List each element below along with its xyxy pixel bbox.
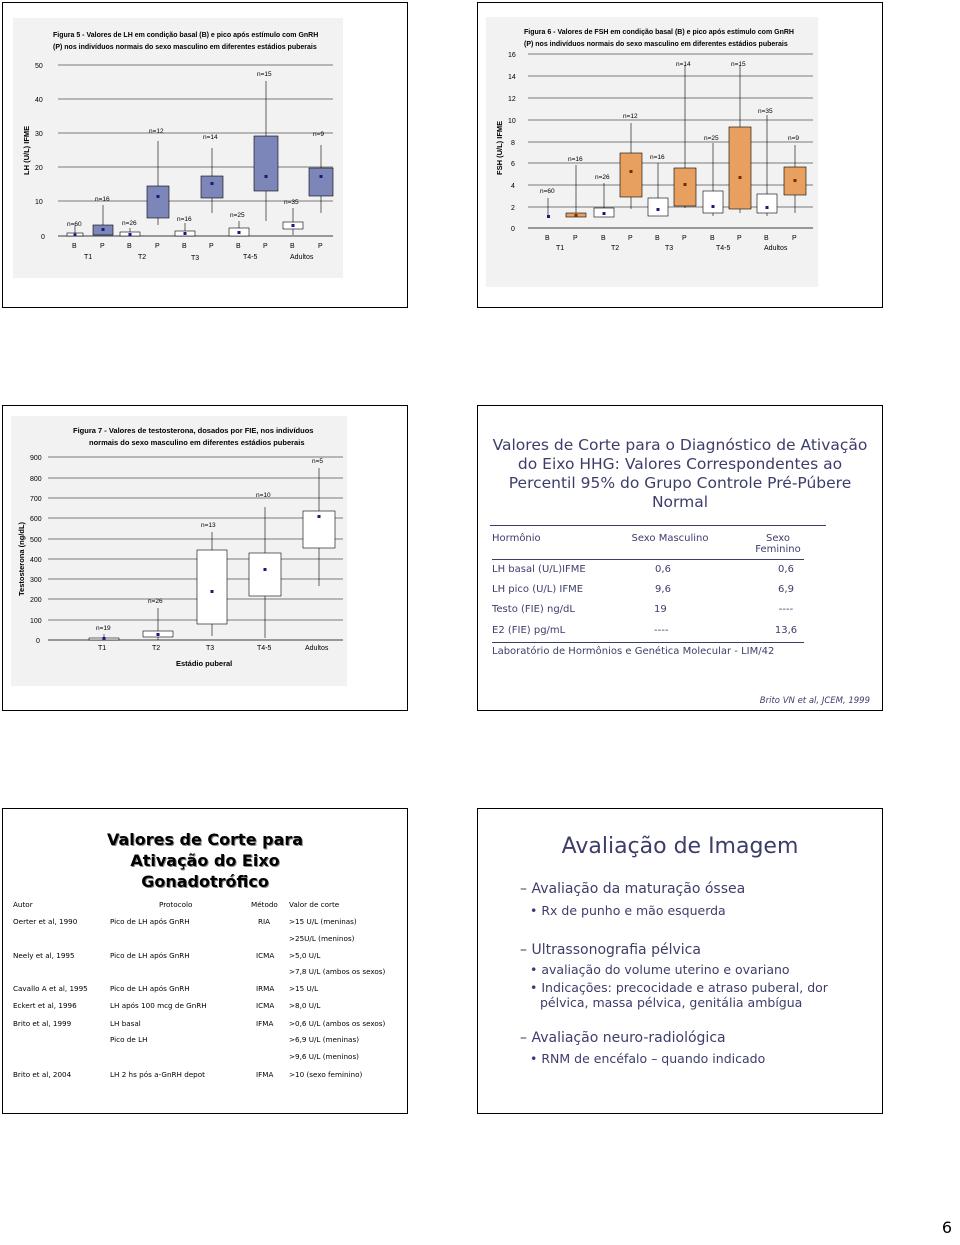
fig5-ytick: 50 bbox=[35, 63, 43, 70]
fig5-group-label: T2 bbox=[138, 254, 147, 261]
fig6-ylabel: FSH (U/L) IFME bbox=[495, 120, 504, 175]
cutoff-row-masc: 9,6 bbox=[655, 584, 671, 595]
imagem-bullet-1a: • Rx de punho e mão esquerda bbox=[530, 903, 726, 918]
gona-header-cutoff: Valor de corte bbox=[289, 900, 340, 909]
fig7-n-label: n=26 bbox=[148, 598, 163, 605]
fig6-ytick: 12 bbox=[508, 96, 516, 103]
fig6-median-t45-b bbox=[712, 205, 715, 208]
fig5-n-label: n=16 bbox=[177, 216, 192, 223]
fig6-n-label: n=16 bbox=[650, 154, 665, 161]
fig6-median-t1-b bbox=[547, 215, 550, 218]
slide-fig7-testosterone bbox=[2, 405, 408, 711]
slide-imaging bbox=[477, 808, 883, 1114]
fig7-group-label: T1 bbox=[98, 645, 107, 652]
fig5-ylabel: LH (U/L) IFME bbox=[22, 125, 31, 175]
gona-cell-method: IRMA bbox=[256, 984, 275, 993]
fig7-median-t1 bbox=[103, 637, 106, 640]
fig5-median-t1-p bbox=[102, 228, 105, 231]
fig7-n-label: n=19 bbox=[96, 625, 111, 632]
gona-cell-method: IFMA bbox=[256, 1070, 274, 1079]
gona-cell-value: >8,0 U/L bbox=[289, 1001, 321, 1010]
fig6-ytick: 2 bbox=[511, 205, 515, 212]
cutoff-row-fem: 13,6 bbox=[774, 625, 798, 636]
gona-cell-protocol: LH 2 hs pós a-GnRH depot bbox=[110, 1070, 205, 1079]
fig6-box-t45-b bbox=[703, 191, 723, 213]
imagem-bullet-1: – Avaliação da maturação óssea bbox=[520, 881, 746, 897]
fig6-median-t3-b bbox=[657, 208, 660, 211]
fig7-caption-1: Figura 7 - Valores de testosterona, dosados por FIE, nos indivíduos bbox=[73, 426, 314, 435]
fig6-median-adult-p bbox=[794, 179, 797, 182]
cutoff-col-feminine: Sexo Feminino bbox=[755, 533, 801, 555]
fig5-median-t3-b bbox=[184, 232, 187, 235]
cutoff-title: Valores de Corte para o Diagnóstico de Ativação do Eixo HHG: Valores Correspondentes ao Percentil 95% do Grupo Controle Pré-Púbere Normal bbox=[492, 436, 868, 511]
fig7-ytick: 400 bbox=[30, 557, 42, 564]
fig7-group-label: T4-5 bbox=[257, 645, 272, 652]
fig5-box-t3-p bbox=[201, 176, 223, 198]
fig6-group-label: T4-5 bbox=[716, 245, 731, 252]
fig7-group-label: T2 bbox=[152, 645, 161, 652]
fig7-group-label: Adultos bbox=[305, 645, 329, 652]
fig5-n-label: n=26 bbox=[122, 220, 137, 227]
fig5-group-label: Adultos bbox=[290, 254, 314, 261]
fig7-ytick: 700 bbox=[30, 496, 42, 503]
fig6-bp-label: P bbox=[573, 235, 578, 242]
gona-cell-protocol: LH após 100 mcg de GnRH bbox=[110, 1001, 207, 1010]
fig6-bp-label: B bbox=[710, 235, 715, 242]
fig5-bp-label: P bbox=[318, 243, 323, 250]
fig6-caption-1: Figura 6 - Valores de FSH em condição basal (B) e pico após estímulo com GnRH bbox=[524, 29, 794, 36]
fig5-n-label: n=14 bbox=[203, 134, 218, 141]
gona-cell-value: >15 U/L bbox=[289, 984, 319, 993]
fig6-group-label: T3 bbox=[665, 245, 674, 252]
fig5-bp-label: P bbox=[100, 243, 105, 250]
fig6-group-label: Adultos bbox=[764, 245, 788, 252]
fig5-ytick: 30 bbox=[35, 131, 43, 138]
fig5-box-t2-p bbox=[147, 186, 169, 218]
gona-cell-value: >10 (sexo feminino) bbox=[289, 1070, 363, 1079]
fig7-n-label: n=10 bbox=[256, 492, 271, 499]
imagem-title: Avaliação de Imagem bbox=[561, 834, 799, 859]
fig5-median-adult-b bbox=[292, 224, 295, 227]
fig6-box-t45-p bbox=[729, 127, 751, 209]
cutoff-row-masc: ---- bbox=[654, 625, 669, 636]
fig7-ytick: 300 bbox=[30, 577, 42, 584]
fig6-bp-label: B bbox=[764, 235, 769, 242]
gona-cell-value: >6,9 U/L (meninas) bbox=[289, 1035, 359, 1044]
fig6-bp-label: B bbox=[601, 235, 606, 242]
cutoff-row-fem: 0,6 bbox=[778, 564, 794, 575]
gona-cell-method: IFMA bbox=[256, 1019, 274, 1028]
fig5-box-t45-p bbox=[254, 136, 278, 191]
slide-fig6-fsh bbox=[477, 2, 883, 308]
fig6-bp-label: B bbox=[655, 235, 660, 242]
fig5-caption-2: (P) nos indivíduos normais do sexo masculino em diferentes estádios puberais bbox=[53, 44, 317, 51]
fig6-box-t3-b bbox=[648, 198, 668, 216]
fig6-bp-label: P bbox=[628, 235, 633, 242]
imagem-bullet-3a-text: RNM de encéfalo – quando indicado bbox=[541, 1051, 766, 1066]
imagem-bullet-2a: • avaliação do volume uterino e ovariano bbox=[530, 962, 790, 977]
fig7-group-label: T3 bbox=[206, 645, 215, 652]
fig6-median-t2-p bbox=[630, 170, 633, 173]
fig7-ylabel: Testosterona (ng/dL) bbox=[17, 521, 26, 596]
cutoff-row-masc: 19 bbox=[654, 604, 667, 615]
fig6-chart bbox=[478, 3, 882, 307]
fig7-caption-2: normais do sexo masculino em diferentes estádios puberais bbox=[89, 438, 305, 447]
fig5-ytick: 20 bbox=[35, 165, 43, 172]
fig6-median-t1-p bbox=[575, 214, 578, 217]
gona-cell-value: >15 U/L (meninas) bbox=[289, 917, 357, 926]
gona-cell-protocol: Pico de LH bbox=[110, 1035, 148, 1044]
fig6-median-t45-p bbox=[739, 176, 742, 179]
fig6-n-label: n=16 bbox=[568, 156, 583, 163]
fig6-n-label: n=26 bbox=[595, 174, 610, 181]
imagem-bullet-3: – Avaliação neuro-radiológica bbox=[520, 1030, 726, 1046]
fig5-n-label: n=25 bbox=[230, 212, 245, 219]
cutoff-row-hormone: LH pico (U/L) IFME bbox=[492, 584, 584, 595]
fig7-ytick: 100 bbox=[30, 618, 42, 625]
fig5-median-t45-b bbox=[238, 231, 241, 234]
fig6-bp-label: P bbox=[792, 235, 797, 242]
gona-cell-method: ICMA bbox=[256, 951, 275, 960]
fig7-median-t3 bbox=[211, 590, 214, 593]
fig6-ytick: 0 bbox=[511, 226, 515, 233]
fig7-median-adult bbox=[318, 515, 321, 518]
slide-cutoff-values bbox=[477, 405, 883, 711]
fig5-group-label: T4-5 bbox=[243, 254, 258, 261]
fig7-ytick: 900 bbox=[30, 455, 42, 462]
cutoff-lab-note: Laboratório de Hormônios e Genética Molecular - LIM/42 bbox=[492, 646, 775, 657]
fig6-n-label: n=35 bbox=[758, 108, 773, 115]
fig7-median-t2 bbox=[157, 633, 160, 636]
slide-fig5-lh bbox=[2, 2, 408, 308]
fig7-ytick: 800 bbox=[30, 476, 42, 483]
fig6-ytick: 14 bbox=[508, 74, 516, 81]
gona-cell-value: >25U/L (meninos) bbox=[289, 934, 355, 943]
fig6-n-label: n=9 bbox=[788, 135, 800, 142]
fig7-ytick: 600 bbox=[30, 516, 42, 523]
fig5-ytick: 0 bbox=[41, 234, 45, 241]
fig5-median-adult-p bbox=[320, 175, 323, 178]
fig5-n-label: n=9 bbox=[313, 131, 325, 138]
fig5-n-label: n=60 bbox=[67, 221, 82, 228]
fig6-n-label: n=15 bbox=[731, 61, 746, 68]
fig6-ytick: 8 bbox=[511, 140, 515, 147]
fig6-median-adult-b bbox=[766, 206, 769, 209]
cutoff-citation: Brito VN et al, JCEM, 1999 bbox=[759, 696, 870, 706]
fig5-bp-label: B bbox=[127, 243, 132, 250]
fig5-median-t1-b bbox=[74, 234, 77, 237]
fig7-xlabel: Estádio puberal bbox=[176, 659, 233, 668]
fig5-bp-label: B bbox=[182, 243, 187, 250]
gona-cell-method: RIA bbox=[258, 917, 271, 926]
fig6-median-t3-p bbox=[684, 183, 687, 186]
fig6-group-label: T2 bbox=[611, 245, 620, 252]
gona-cell-author: Brito et al, 2004 bbox=[13, 1070, 72, 1079]
gona-cell-method: ICMA bbox=[256, 1001, 275, 1010]
fig5-group-label: T1 bbox=[84, 254, 93, 261]
cutoff-row-fem: 6,9 bbox=[778, 584, 794, 595]
cutoff-row-hormone: E2 (FIE) pg/mL bbox=[492, 625, 566, 636]
fig6-box-t2-p bbox=[620, 153, 642, 197]
cutoff-table-bottom-rule bbox=[492, 642, 804, 643]
gona-cell-value: >7,8 U/L (ambos os sexos) bbox=[289, 967, 386, 976]
cutoff-col-hormone: Hormônio bbox=[492, 533, 541, 544]
cutoff-table-header-rule bbox=[492, 559, 804, 560]
fig5-median-t2-b bbox=[129, 233, 132, 236]
fig6-n-label: n=60 bbox=[540, 188, 555, 195]
cutoff-row-hormone: Testo (FIE) ng/dL bbox=[492, 604, 575, 615]
fig6-ytick: 4 bbox=[511, 183, 515, 190]
imagem-bullet-2b-text: Indicações: precocidade e atraso puberal, dor pélvica, massa pélvica, genitália ambígua bbox=[540, 980, 828, 1010]
fig5-n-label: n=12 bbox=[149, 128, 164, 135]
fig6-ytick: 10 bbox=[508, 118, 516, 125]
fig5-chart bbox=[3, 3, 407, 307]
fig5-n-label: n=16 bbox=[95, 196, 110, 203]
fig5-n-label: n=35 bbox=[284, 199, 299, 206]
gona-cell-author: Neely et al, 1995 bbox=[13, 951, 75, 960]
fig6-n-label: n=12 bbox=[623, 113, 638, 120]
gona-cell-value: >0,6 U/L (ambos os sexos) bbox=[289, 1019, 386, 1028]
cutoff-col-masculine: Sexo Masculino bbox=[631, 533, 709, 544]
fig6-bp-label: P bbox=[737, 235, 742, 242]
gona-header-author: Autor bbox=[13, 900, 33, 909]
fig5-bp-label: B bbox=[72, 243, 77, 250]
gona-title: Valores de Corte para Ativação do Eixo Gonadotrófico bbox=[106, 830, 304, 891]
cutoff-table-top-rule bbox=[490, 525, 826, 526]
fig7-n-label: n=13 bbox=[201, 522, 216, 529]
imagem-bullet-2b: • Indicações: precocidade e atraso puberal, dor pélvica, massa pélvica, genitália ambígua bbox=[530, 980, 828, 1010]
gona-cell-author: Oerter et al, 1990 bbox=[13, 917, 78, 926]
fig6-ytick: 6 bbox=[511, 161, 515, 168]
imagem-bullet-1a-text: Rx de punho e mão esquerda bbox=[541, 903, 726, 918]
fig5-n-label: n=15 bbox=[257, 71, 272, 78]
imagem-bullet-3a: • RNM de encéfalo – quando indicado bbox=[530, 1051, 766, 1066]
fig6-bp-label: P bbox=[682, 235, 687, 242]
fig5-ytick: 10 bbox=[35, 199, 43, 206]
fig6-ytick: 16 bbox=[508, 52, 516, 59]
fig5-median-t3-p bbox=[211, 182, 214, 185]
fig6-n-label: n=14 bbox=[676, 61, 691, 68]
gona-cell-author: Cavallo A et al, 1995 bbox=[13, 984, 88, 993]
fig5-bp-label: P bbox=[155, 243, 160, 250]
fig5-group-label: T3 bbox=[191, 255, 200, 262]
gona-header-method: Método bbox=[251, 900, 278, 909]
gona-cell-value: >5,0 U/L bbox=[289, 951, 321, 960]
gona-cell-protocol: Pico de LH após GnRH bbox=[110, 951, 190, 960]
gona-header-protocol: Protocolo bbox=[159, 900, 193, 909]
fig6-caption-2: (P) nos indivíduos normais do sexo masculino em diferentes estádios puberais bbox=[524, 41, 788, 48]
cutoff-row-fem: ---- bbox=[778, 604, 794, 615]
fig7-ytick: 500 bbox=[30, 537, 42, 544]
fig7-ytick: 200 bbox=[30, 597, 42, 604]
fig5-background bbox=[13, 18, 343, 278]
fig6-bp-label: B bbox=[545, 235, 550, 242]
fig7-n-label: n=5 bbox=[312, 458, 324, 465]
fig7-ytick: 0 bbox=[36, 638, 40, 645]
fig6-median-t2-b bbox=[603, 212, 606, 215]
slide-gonadotrophic-cutoffs bbox=[2, 808, 408, 1114]
fig7-box-t3 bbox=[197, 550, 227, 624]
fig7-background bbox=[11, 416, 347, 686]
fig5-median-t45-p bbox=[265, 175, 268, 178]
fig6-group-label: T1 bbox=[556, 245, 565, 252]
cutoff-row-hormone: LH basal (U/L)IFME bbox=[492, 564, 586, 575]
fig6-box-t3-p bbox=[674, 168, 696, 206]
gona-cell-protocol: Pico de LH após GnRH bbox=[110, 917, 190, 926]
fig6-box-adult-b bbox=[757, 194, 777, 213]
fig6-n-label: n=25 bbox=[704, 135, 719, 142]
fig5-caption-1: Figura 5 - Valores de LH em condição basal (B) e pico após estímulo com GnRH bbox=[53, 32, 319, 39]
gona-cell-author: Brito et al, 1999 bbox=[13, 1019, 72, 1028]
page-number: 6 bbox=[941, 1218, 952, 1237]
imagem-bullet-2a-text: avaliação do volume uterino e ovariano bbox=[541, 962, 790, 977]
fig5-median-t2-p bbox=[157, 195, 160, 198]
fig7-median-t45 bbox=[264, 568, 267, 571]
fig5-bp-label: B bbox=[290, 243, 295, 250]
gona-cell-author: Eckert et al, 1996 bbox=[13, 1001, 77, 1010]
fig5-box-adult-p bbox=[309, 168, 333, 196]
cutoff-row-masc: 0,6 bbox=[655, 564, 671, 575]
fig5-bp-label: P bbox=[263, 243, 268, 250]
fig7-box-t45 bbox=[249, 553, 281, 596]
imagem-bullet-2: – Ultrassonografia pélvica bbox=[520, 942, 701, 958]
fig5-bp-label: B bbox=[236, 243, 241, 250]
fig5-ytick: 40 bbox=[35, 97, 43, 104]
gona-cell-protocol: LH basal bbox=[110, 1019, 141, 1028]
gona-cell-protocol: Pico de LH após GnRH bbox=[110, 984, 190, 993]
gona-cell-value: >9,6 U/L (meninos) bbox=[289, 1052, 359, 1061]
fig7-chart bbox=[3, 406, 407, 710]
fig5-bp-label: P bbox=[209, 243, 214, 250]
